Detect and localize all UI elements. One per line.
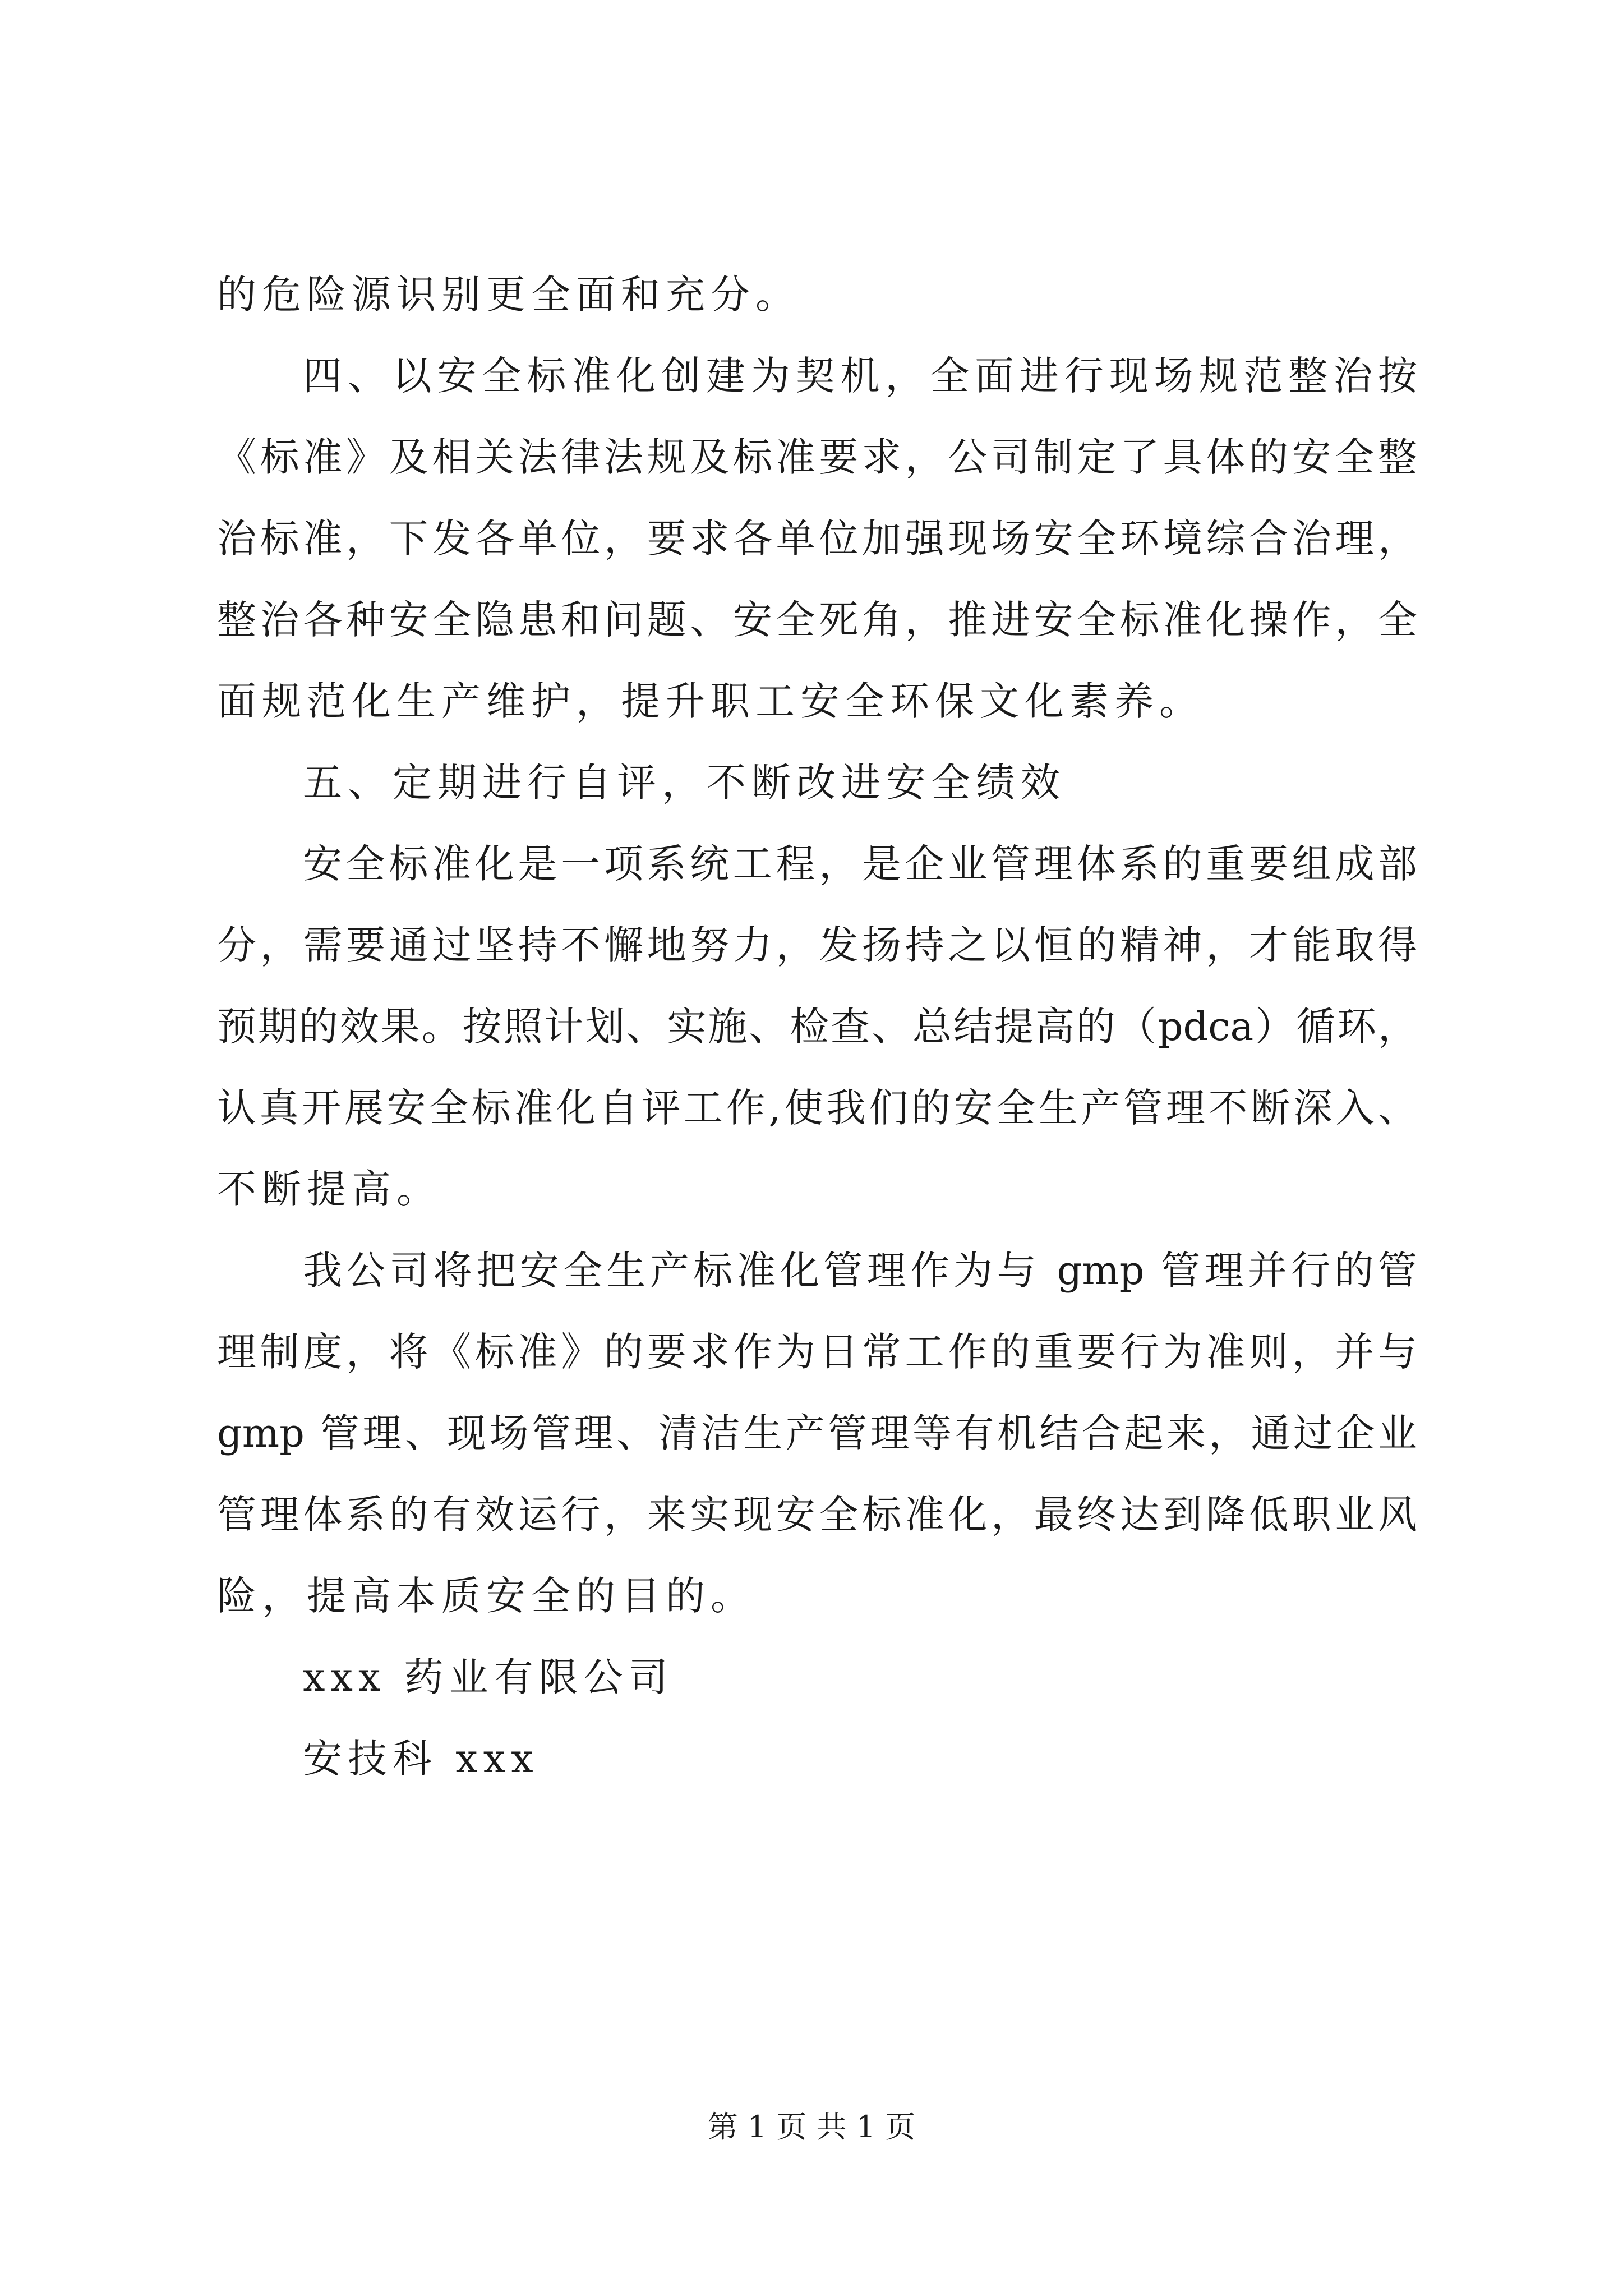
- paragraph-line: 安全标准化是一项系统工程，是企业管理体系的重要组成部: [303, 841, 1417, 887]
- paragraph-line: 管理体系的有效运行，来实现安全标准化，最终达到降低职业风: [217, 1492, 1417, 1538]
- paragraph-line: 认真开展安全标准化自评工作,使我们的安全生产管理不断深入、: [217, 1085, 1417, 1131]
- paragraph-line: 我公司将把安全生产标准化管理作为与 gmp 管理并行的管: [303, 1248, 1417, 1294]
- company-signature: xxx 药业有限公司: [303, 1654, 674, 1700]
- paragraph-line: 理制度，将《标准》的要求作为日常工作的重要行为准则，并与: [217, 1329, 1417, 1375]
- paragraph-line: 分，需要通过坚持不懈地努力，发扬持之以恒的精神，才能取得: [217, 922, 1417, 968]
- paragraph-line: 预期的效果。按照计划、实施、检查、总结提高的（pdca）循环，: [217, 1004, 1417, 1050]
- paragraph-line: 《标准》及相关法律法规及标准要求，公司制定了具体的安全整: [217, 434, 1417, 480]
- heading-line: 五、定期进行自评，不断改进安全绩效: [303, 760, 1066, 806]
- paragraph-line: 险，提高本质安全的目的。: [217, 1573, 755, 1619]
- heading-line: 四、以安全标准化创建为契机，全面进行现场规范整治按: [303, 353, 1417, 399]
- paragraph-line: 不断提高。: [217, 1166, 441, 1212]
- paragraph-line: gmp 管理、现场管理、清洁生产管理等有机结合起来，通过企业: [217, 1410, 1417, 1456]
- page-number-footer: 第 1 页 共 1 页: [707, 2109, 916, 2145]
- paragraph-line: 的危险源识别更全面和充分。: [217, 272, 800, 318]
- paragraph-line: 面规范化生产维护，提升职工安全环保文化素养。: [217, 678, 1204, 724]
- department-signature: 安技科 xxx: [303, 1736, 539, 1782]
- paragraph-line: 整治各种安全隐患和问题、安全死角，推进安全标准化操作，全: [217, 597, 1417, 643]
- paragraph-line: 治标准，下发各单位，要求各单位加强现场安全环境综合治理，: [217, 516, 1417, 562]
